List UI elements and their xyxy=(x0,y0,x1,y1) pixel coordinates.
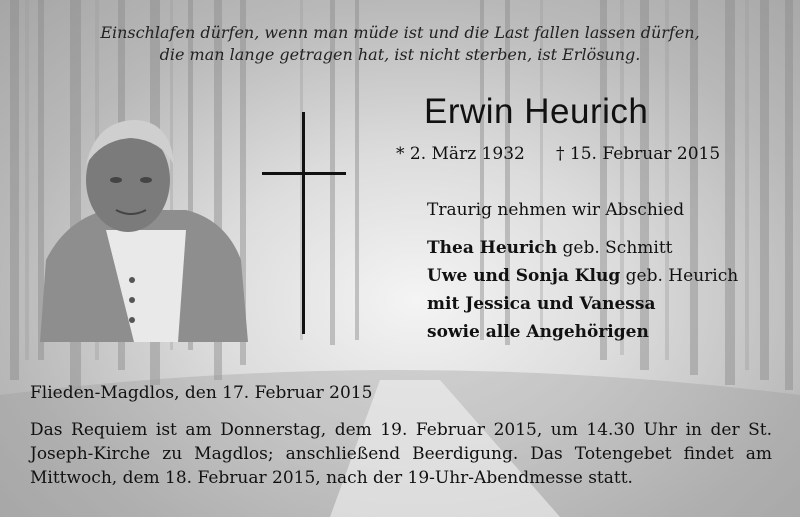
mourner-line xyxy=(427,234,673,262)
quote-line-2: die man lange getragen hat, ist nicht sterben, ist Erlösung. xyxy=(159,45,641,64)
mourner-name: Uwe und Sonja Klug xyxy=(427,266,621,286)
quote xyxy=(0,22,800,66)
mourner-suffix: geb. Heurich xyxy=(620,266,739,286)
mourning-intro: Traurig nehmen wir Abschied xyxy=(427,200,685,220)
portrait-photo xyxy=(36,110,258,342)
place-and-date: Flieden-Magdlos, den 17. Februar 2015 xyxy=(30,383,373,403)
birth-date: * 2. März 1932 xyxy=(396,144,525,164)
mourner-line xyxy=(427,290,655,318)
mourner-suffix: geb. Schmitt xyxy=(557,238,673,258)
mourner-name: Thea Heurich xyxy=(427,238,558,258)
deceased-name: Erwin Heurich xyxy=(424,92,649,131)
requiem-text: Das Requiem ist am Donnerstag, dem 19. Februar 2015, um 14.30 Uhr in der St. Joseph-Kirche zu Magdlos; anschließend Beerdigung. Das Totengebet findet am Mittwoch, dem 18. Februar 2015, nach der 19-Uhr-Abendmesse statt. xyxy=(30,420,772,488)
mourner-name: sowie alle Angehörigen xyxy=(427,322,649,342)
mourner-line xyxy=(427,318,649,346)
mourner-name: mit Jessica und Vanessa xyxy=(427,294,656,314)
cross-icon xyxy=(260,110,350,342)
death-date: † 15. Februar 2015 xyxy=(556,144,721,164)
mourner-line xyxy=(427,262,738,290)
quote-line-1: Einschlafen dürfen, wenn man müde ist und die Last fallen lassen dürfen, xyxy=(100,23,700,42)
